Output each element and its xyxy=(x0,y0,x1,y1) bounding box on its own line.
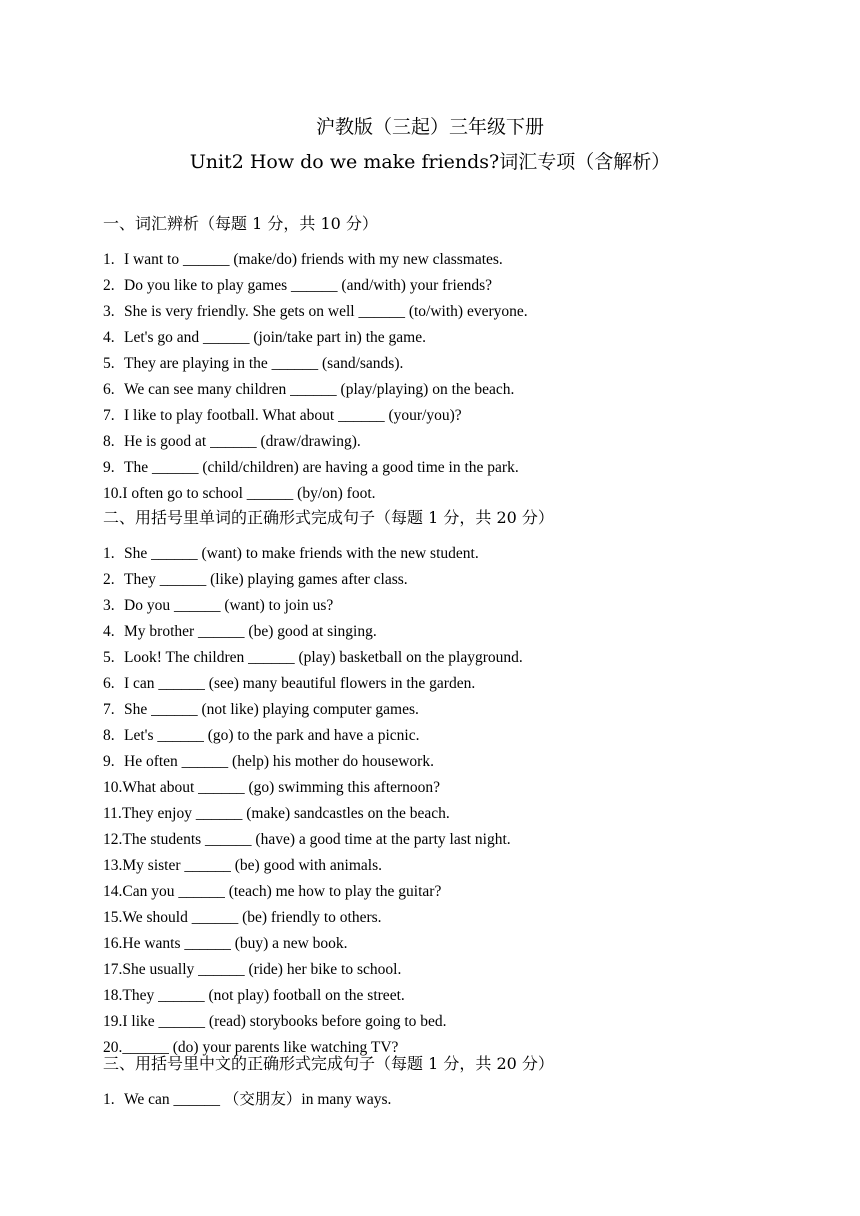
item-text: They ______ (like) playing games after class. xyxy=(124,571,408,588)
item-number: 1. xyxy=(103,1091,115,1108)
item-text: Look! The children ______ (play) basketball on the playground. xyxy=(124,649,523,666)
item-number: 9. xyxy=(103,753,115,770)
exercise-item xyxy=(103,432,361,452)
exercise-item xyxy=(103,302,528,322)
item-number: 5. xyxy=(103,649,115,666)
item-number: 1. xyxy=(103,545,115,562)
exercise-item xyxy=(103,1090,391,1110)
exercise-item xyxy=(103,648,523,668)
item-text: She usually ______ (ride) her bike to school. xyxy=(122,961,402,978)
exercise-item xyxy=(103,700,419,720)
exercise-item xyxy=(103,354,403,374)
item-text: They enjoy ______ (make) sandcastles on the beach. xyxy=(121,805,450,822)
item-text: He often ______ (help) his mother do housework. xyxy=(124,753,434,770)
exercise-item xyxy=(103,1012,447,1032)
item-text: The ______ (child/children) are having a good time in the park. xyxy=(124,459,519,476)
item-number: 3. xyxy=(103,597,115,614)
item-number: 10. xyxy=(103,779,123,796)
item-number: 17. xyxy=(103,961,123,978)
item-text: Let's ______ (go) to the park and have a picnic. xyxy=(124,727,420,744)
item-number: 8. xyxy=(103,727,115,744)
exercise-item xyxy=(103,726,419,746)
section-heading: 二、用括号里单词的正确形式完成句子（每题 1 分，共 20 分） xyxy=(103,508,554,527)
exercise-item xyxy=(103,380,514,400)
item-text: She ______ (want) to make friends with the new student. xyxy=(124,545,479,562)
item-number: 15. xyxy=(103,909,123,926)
item-number: 14. xyxy=(103,883,123,900)
exercise-item xyxy=(103,830,511,850)
item-text: Do you ______ (want) to join us? xyxy=(124,597,334,614)
exercise-item xyxy=(103,406,462,426)
exercise-item xyxy=(103,674,475,694)
item-number: 16. xyxy=(103,935,123,952)
item-text: I want to ______ (make/do) friends with my new classmates. xyxy=(124,251,503,268)
item-text: Let's go and ______ (join/take part in) the game. xyxy=(124,329,426,346)
item-number: 10. xyxy=(103,485,123,502)
item-number: 9. xyxy=(103,459,115,476)
exercise-item xyxy=(103,804,450,824)
item-text: My sister ______ (be) good with animals. xyxy=(122,857,382,874)
item-text: He is good at ______ (draw/drawing). xyxy=(124,433,361,450)
item-text: The students ______ (have) a good time at the party last night. xyxy=(122,831,511,848)
document-subtitle: Unit2 How do we make friends?词汇专项（含解析） xyxy=(189,151,671,173)
item-text: They ______ (not play) football on the street. xyxy=(122,987,405,1004)
item-number: 18. xyxy=(103,987,123,1004)
exercise-item xyxy=(103,276,492,296)
item-number: 2. xyxy=(103,571,115,588)
item-text: I like ______ (read) storybooks before going to bed. xyxy=(122,1013,447,1030)
item-number: 4. xyxy=(103,329,115,346)
exercise-item xyxy=(103,778,440,798)
item-text: Do you like to play games ______ (and/with) your friends? xyxy=(124,277,493,294)
item-number: 20. xyxy=(103,1039,123,1056)
item-text: I can ______ (see) many beautiful flowers in the garden. xyxy=(124,675,476,692)
item-number: 19. xyxy=(103,1013,123,1030)
item-text: We can see many children ______ (play/playing) on the beach. xyxy=(124,381,515,398)
exercise-item xyxy=(103,458,519,478)
exercise-item xyxy=(103,570,408,590)
item-text: She is very friendly. She gets on well ______ (to/with) everyone. xyxy=(124,303,528,320)
exercise-item xyxy=(103,484,376,504)
exercise-item xyxy=(103,544,479,564)
item-number: 8. xyxy=(103,433,115,450)
item-number: 2. xyxy=(103,277,115,294)
item-number: 12. xyxy=(103,831,123,848)
exercise-item xyxy=(103,934,348,954)
exercise-item xyxy=(103,986,405,1006)
exercise-item xyxy=(103,856,382,876)
item-text: What about ______ (go) swimming this afternoon? xyxy=(122,779,441,796)
item-text: He wants ______ (buy) a new book. xyxy=(122,935,348,952)
document-title: 沪教版（三起）三年级下册 xyxy=(315,116,544,138)
item-number: 4. xyxy=(103,623,115,640)
item-text: They are playing in the ______ (sand/sands). xyxy=(124,355,404,372)
item-number: 1. xyxy=(103,251,115,268)
item-text: Can you ______ (teach) me how to play the guitar? xyxy=(122,883,442,900)
exercise-item xyxy=(103,882,441,902)
exercise-item xyxy=(103,908,382,928)
item-text: I often go to school ______ (by/on) foot. xyxy=(122,485,376,502)
exercise-item xyxy=(103,250,503,270)
item-number: 7. xyxy=(103,407,115,424)
item-number: 3. xyxy=(103,303,115,320)
item-number: 11. xyxy=(103,805,122,822)
item-number: 6. xyxy=(103,675,115,692)
item-number: 13. xyxy=(103,857,123,874)
item-text: I like to play football. What about ______ (your/you)? xyxy=(124,407,462,424)
section-heading: 三、用括号里中文的正确形式完成句子（每题 1 分，共 20 分） xyxy=(103,1054,554,1073)
item-number: 6. xyxy=(103,381,115,398)
exercise-item xyxy=(103,960,401,980)
exercise-item xyxy=(103,752,434,772)
item-text: She ______ (not like) playing computer games. xyxy=(124,701,419,718)
item-text: My brother ______ (be) good at singing. xyxy=(124,623,377,640)
exercise-item xyxy=(103,328,426,348)
item-number: 7. xyxy=(103,701,115,718)
item-number: 5. xyxy=(103,355,115,372)
exercise-item xyxy=(103,596,333,616)
item-text: ______ (do) your parents like watching TV? xyxy=(122,1039,399,1056)
section-heading: 一、词汇辨析（每题 1 分，共 10 分） xyxy=(103,214,378,233)
item-text: We can ______ （交朋友）in many ways. xyxy=(124,1091,392,1108)
item-text: We should ______ (be) friendly to others. xyxy=(122,909,382,926)
exercise-item xyxy=(103,622,377,642)
